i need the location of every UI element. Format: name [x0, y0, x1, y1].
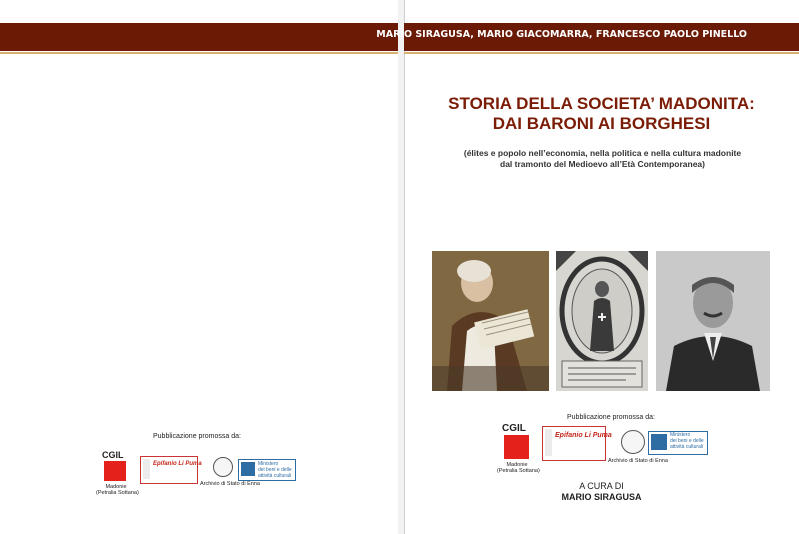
title-line-1: STORIA DELLA SOCIETA’ MADONITA:	[448, 94, 755, 113]
title-line-2: DAI BARONI AI BORGHESI	[492, 114, 711, 133]
header-band-left	[0, 23, 398, 51]
cgil-logo-text-right: CGIL	[502, 423, 526, 434]
authors: MARIO SIRAGUSA, MARIO GIACOMARRA, FRANCESCO PAOLO PINELLO	[376, 29, 747, 40]
cgil-sub-left	[96, 484, 139, 496]
portrait-painting-image	[432, 251, 549, 391]
curator-label: A CURA DI	[579, 481, 624, 491]
cgil-sub-right	[497, 462, 540, 474]
centro-studi-logo-right	[542, 426, 612, 461]
cgil-logo-left	[104, 461, 126, 481]
centro-side-left	[143, 459, 150, 479]
book-title	[404, 94, 799, 134]
centro-studi-logo-left	[140, 456, 202, 484]
mibact-text-left	[258, 461, 292, 479]
curator-name: MARIO SIRAGUSA	[561, 492, 642, 502]
back-cover	[0, 0, 399, 534]
cgil-sub2-right: (Petralia Sottana)	[497, 468, 540, 474]
promo-label-right: Pubblicazione promossa da:	[567, 414, 655, 421]
header-rule-right	[404, 52, 799, 54]
republic-emblem-right	[621, 430, 645, 454]
mibact-logo-right	[648, 431, 708, 455]
centro-label-right: Epifanio Li Puma	[555, 432, 612, 439]
centro-side-right	[545, 429, 552, 456]
mibact-text-right	[670, 432, 704, 450]
archivio-left: Archivio di Stato di Enna	[200, 481, 260, 487]
mibact-logo-left	[238, 459, 296, 481]
cgil-logo-right	[504, 435, 529, 459]
mibact-l2-left: dei beni e delle	[258, 467, 292, 473]
archivio-right: Archivio di Stato di Enna	[608, 458, 668, 464]
subtitle-line-1: (élites e popolo nell’economia, nella politica e nella cultura madonite	[463, 148, 742, 158]
republic-emblem-left	[213, 457, 233, 477]
subtitle-line-2: dal tramonto del Medioevo all’Età Contemporanea)	[500, 159, 705, 169]
mibact-mark-right	[651, 434, 667, 450]
cgil-logo-text-left: CGIL	[102, 450, 124, 460]
cgil-sub1-left: Madonie	[105, 484, 127, 490]
mibact-l1-left: Ministero	[258, 461, 279, 467]
promo-label-left: Pubblicazione promossa da:	[153, 433, 241, 440]
cgil-sub2-left: (Petralia Sottana)	[96, 490, 139, 496]
mibact-l3-right: attività culturali	[670, 444, 704, 450]
centro-label-left: Epifanio Li Puma	[153, 461, 202, 467]
cgil-sub1-right: Madonie	[506, 462, 528, 468]
portrait-photo-image	[656, 251, 770, 391]
mibact-mark-left	[241, 462, 255, 476]
header-rule-left	[0, 52, 398, 54]
book-subtitle	[420, 148, 785, 170]
mibact-l2-right: dei beni e delle	[670, 438, 704, 444]
mibact-l1-right: Ministero	[670, 432, 691, 438]
engraving-image	[556, 251, 648, 391]
mibact-l3-left: attività culturali	[258, 473, 292, 479]
